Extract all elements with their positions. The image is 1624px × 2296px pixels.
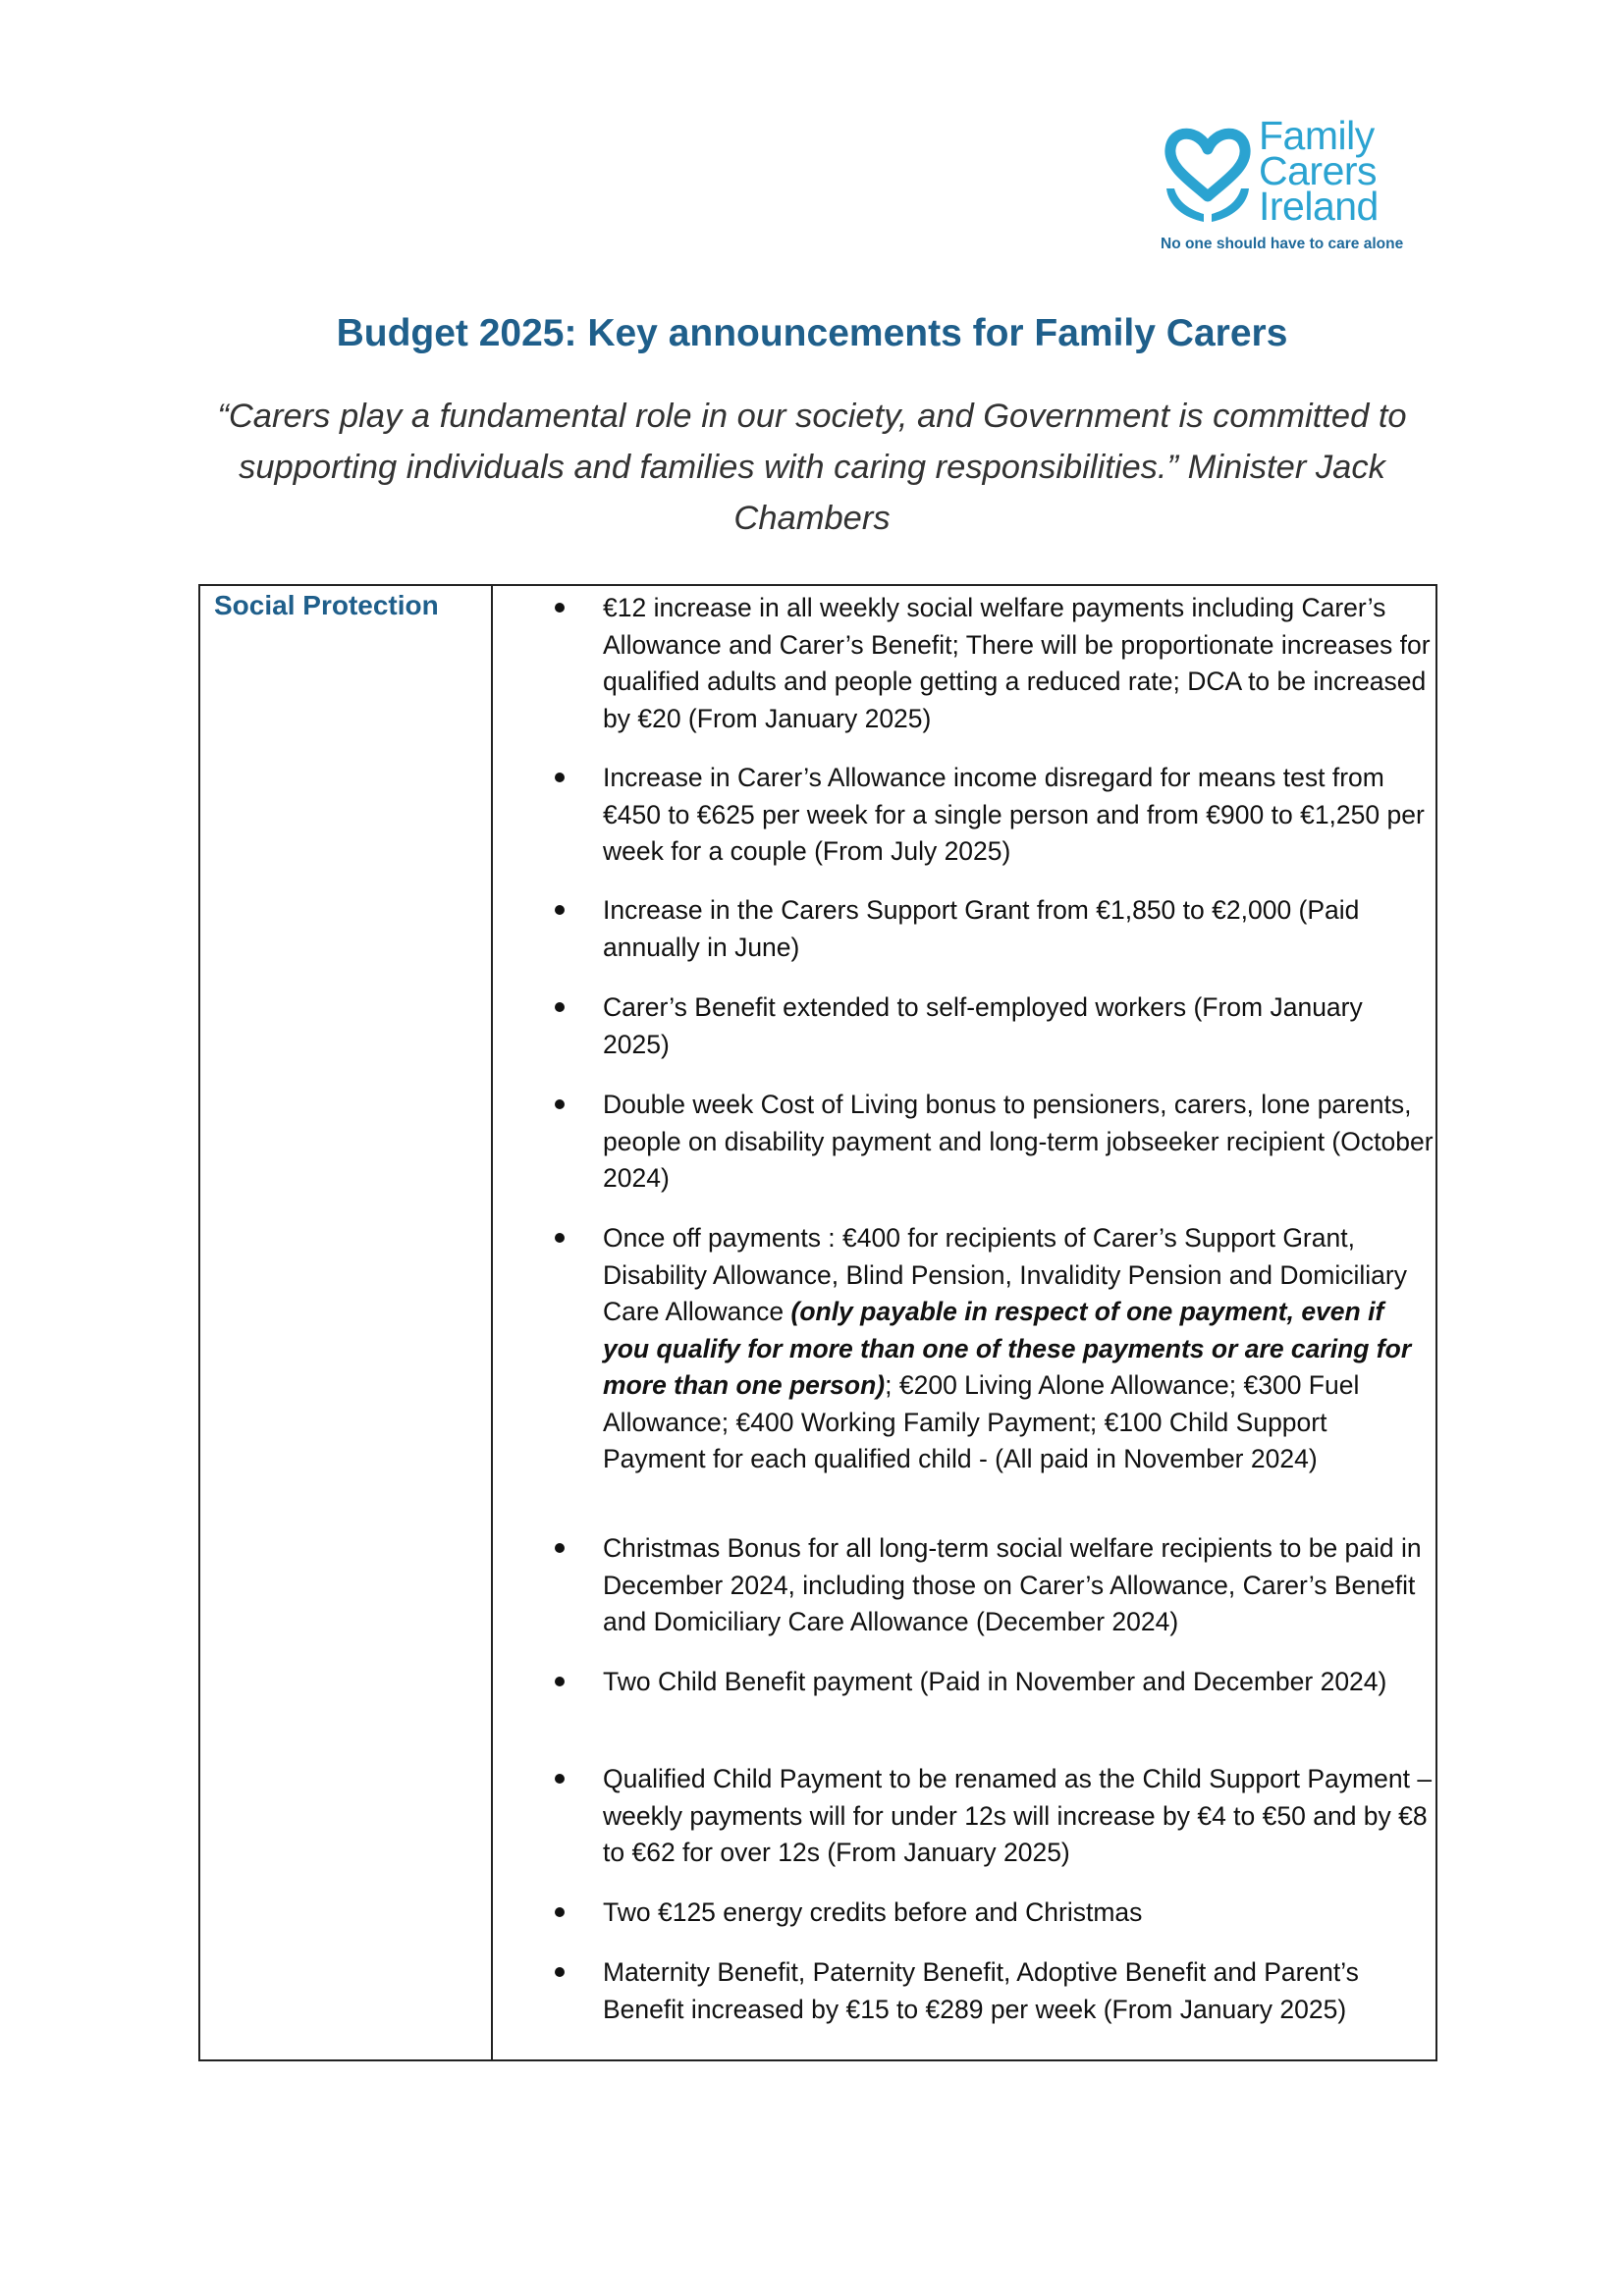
logo-line-carers: Carers — [1259, 148, 1378, 193]
list-item-text: Maternity Benefit, Paternity Benefit, Adoptive Benefit and Parent’s Benefit increased by €15 to €289 per week (From January 2025) — [603, 1957, 1359, 2024]
list-item-text: Qualified Child Payment to be renamed as the Child Support Payment – weekly payments will for under 12s will increase by €4 to €50 and by €8 to €62 for over 12s (From January 2025) — [603, 1764, 1433, 1867]
logo-tagline: No one should have to care alone — [1161, 236, 1404, 252]
bullet-icon — [555, 603, 565, 613]
list-item-text: Carer’s Benefit extended to self-employed workers (From January 2025) — [603, 992, 1363, 1059]
list-item-text-part: Once off payments : €400 for recipients of Carer’s Support Grant, Disability Allowance, Blind Pension, Invalidity Pension and Domiciliary Care Allowance — [603, 1223, 1407, 1326]
minister-quote: “Carers play a fundamental role in our society, and Government is committed to supporting individuals and families with caring responsibilities.” Minister Jack Chambers — [217, 398, 1407, 537]
list-item — [493, 1664, 1445, 1701]
list-item-text-part: ; €200 Living Alone Allowance; €300 Fuel Allowance; €400 Working Family Payment; €100 Child Support Payment for each qualified child - (All paid in November 2024) — [603, 1370, 1360, 1473]
list-item — [493, 989, 1445, 1063]
list-item — [493, 590, 1445, 737]
list-item-text: Increase in the Carers Support Grant from €1,850 to €2,000 (Paid annually in June) — [603, 895, 1360, 962]
bullet-icon — [555, 1907, 565, 1917]
heart-hands-logo-icon — [1161, 120, 1255, 230]
bullet-icon — [555, 1774, 565, 1784]
list-item-emphasis: (only payable in respect of one payment, even if you qualify for more than one of these payments or are caring for more than one person) — [603, 1297, 1412, 1400]
bullet-icon — [555, 1543, 565, 1553]
logo-line-ireland: Ireland — [1259, 184, 1379, 229]
bullet-icon — [555, 905, 565, 915]
bullet-icon — [555, 1967, 565, 1977]
bullet-icon — [555, 1099, 565, 1109]
announcements-table — [198, 584, 1437, 2061]
logo-wordmark — [1259, 113, 1379, 229]
list-item — [493, 1087, 1445, 1198]
bullet-icon — [555, 773, 565, 782]
page-title: Budget 2025: Key announcements for Family Carers — [336, 312, 1288, 354]
bullet-icon — [555, 1233, 565, 1243]
family-carers-ireland-logo — [1161, 113, 1435, 255]
list-item-text: Two €125 energy credits before and Christmas — [603, 1897, 1143, 1927]
list-item — [493, 1954, 1445, 2028]
section-label-social-protection: Social Protection — [214, 590, 439, 620]
list-item — [493, 760, 1445, 871]
list-item-text: Two Child Benefit payment (Paid in November and December 2024) — [603, 1667, 1387, 1696]
list-item-text: Christmas Bonus for all long-term social welfare recipients to be paid in December 2024, including those on Carer’s Allowance, Carer’s Benefit and Domiciliary Care Allowance (December 2024) — [603, 1533, 1422, 1636]
list-item — [493, 1895, 1445, 1932]
list-item-text: Increase in Carer’s Allowance income disregard for means test from €450 to €625 per week for a single person and from €900 to €1,250 per week for a couple (From July 2025) — [603, 763, 1425, 866]
list-item-text — [603, 1223, 1411, 1473]
list-item — [493, 1220, 1445, 1478]
list-item — [493, 892, 1445, 966]
list-item-text: Double week Cost of Living bonus to pensioners, carers, lone parents, people on disability payment and long-term jobseeker recipient (October 2024) — [603, 1090, 1434, 1193]
list-item — [493, 1761, 1445, 1872]
bullet-icon — [555, 1002, 565, 1012]
list-item-text: €12 increase in all weekly social welfare payments including Carer’s Allowance and Carer’s Benefit; There will be proportionate increases for qualified adults and people getting a reduced rate; DCA to be increased by €20 (From January 2025) — [603, 593, 1431, 733]
list-item — [493, 1530, 1445, 1641]
bullet-icon — [555, 1677, 565, 1686]
logo-line-family: Family — [1259, 113, 1375, 158]
